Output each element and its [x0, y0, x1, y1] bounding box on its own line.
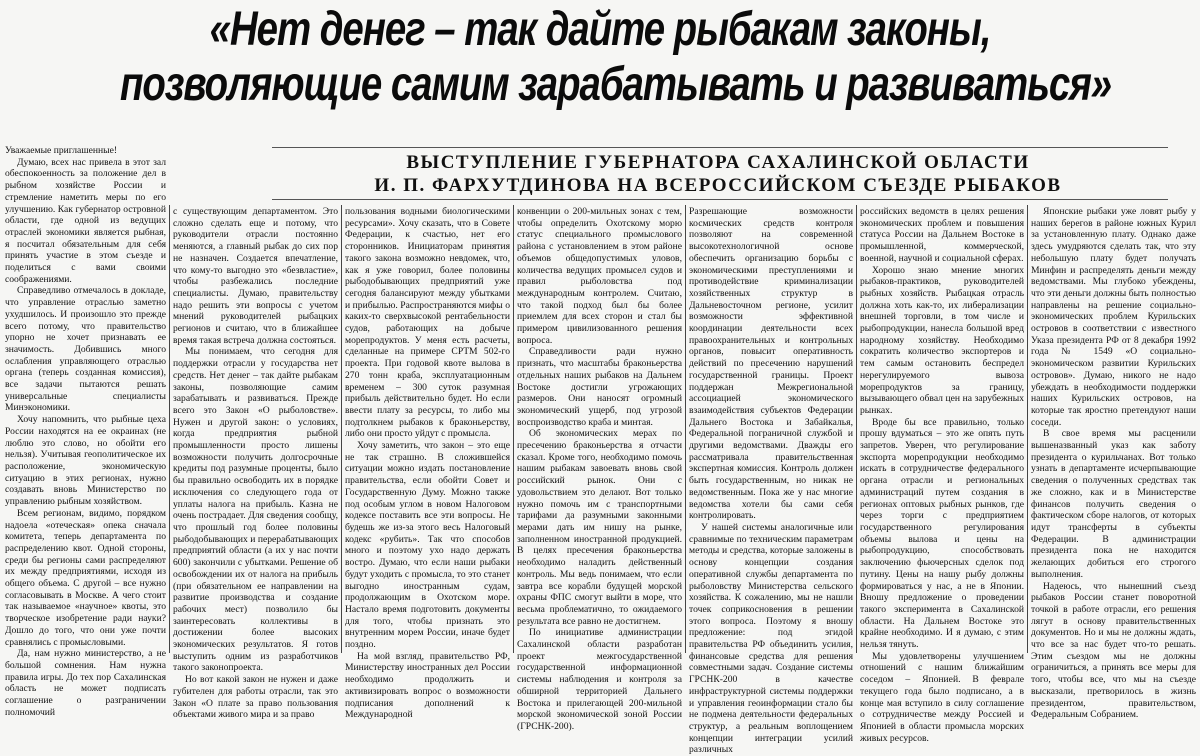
headline-line-2: позволяющие самим зарабатывать и развиваться»	[120, 58, 1112, 111]
paragraph: Об экономических мерах по пресечению браконьерства я отчасти сказал. Кроме того, необходимо помочь нашим рыбакам завоевать вновь свой российский рынок. Они с удовольствием это делают. Вот только нужно помочь им с транспортными тарифами да разумными законными мерами дать им нишу на рынке, заполненном иностранной продукцией. В целях пресечения браконьерства необходимо наладить действенный контроль. Мы ведь понимаем, что если завтра все корабли будущей морской охраны ФПС смогут выйти в море, что весьма проблематично, то ожидаемого результата все равно не достигнем.	[517, 428, 682, 627]
paragraph: У нашей системы аналогичные или сравнимые по техническим параметрам методы и средства, которые заложены в основу концепции создания оперативной службы департамента по рыболовству Министерства сельского хозяйства. К сожалению, мы не нашли точек соприкосновения в решении этого вопроса. Поэтому я вношу предложение: под эгидой правительства РФ объединить усилия, финансовые средства для решения совместными задач. Создание системы ГРСНК-200 в качестве инфраструктурной системы поддержки и управления геоинформации стало бы не подмена деятельности федеральных структур, а реальным воплощением концепции интеграции усилий различных	[689, 521, 853, 756]
paragraph: Справедливо отмечалось в докладе, что управление отраслью заметно ухудшилось. И произошло это прежде всего потому, что правительство упорно не хочет признавать ее значимость. Добившись много ослабления управляющего отраслью органа (теперь созданная комиссия), все задачи пытаются решать универсальные специалисты Минэкономики.	[5, 285, 166, 414]
column-rule	[169, 205, 170, 653]
column-1	[5, 145, 166, 718]
paragraph: Японские рыбаки уже ловят рыбу у наших берегов в районе южных Курил за установленную плату. Однако даже здесь умудряются сделать так, что эту небольшую плату будет получать Минфин и распределять деньги между ведомствами. Мы глубоко убеждены, что эти деньги должны быть полностью направлены на решение социально-экономических проблем Курильских островов в соответствии с известного Указа президента РФ от 8 декабря 1992 года № 1549 «О социально-экономическом развитии Курильских островов». Думаю, никого не надо убеждать в необходимости поддержки наших Курильских островов, на которые так яростно претендуют наши соседи.	[1031, 206, 1196, 428]
paragraph: пользования водными биологическими ресурсами». Хочу сказать, что в Совете Федерации, к счастью, нет его сторонников. Инициаторам принятия такого закона возможно невдомек, что, как я уже говорил, более половины рыбодобывающих предприятий уже сегодня балансируют между убытками и прибылью. Распространяются мифы о каких-то сверхвысокой рентабельности судов, работающих на добыче морепродуктов. У меня есть расчеты, сделанные на примере СРТМ 502-го проекта. При годовой квоте вылова в 270 тонн краба, эксплуатационным временем – 300 суток разумная прибыль действительно будет. Но если ввести плату за ресурсы, то либо мы подтолкнем рыбаков к браконьерству, либо они просто уйдут с промысла.	[345, 206, 510, 440]
paragraph: Справедливости ради нужно признать, что масштабы браконьерства отдельных наших рыбаков на Дальнем Востоке достигли угрожающих размеров. Они наносят огромный экономический ущерб, под угрозой воспроизводство краба и минтая.	[517, 346, 682, 428]
column-7	[1031, 206, 1196, 721]
article-headline	[120, 2, 1112, 112]
column-5	[689, 206, 853, 756]
subtitle-bottom-rule	[272, 199, 1168, 200]
paragraph: В свое время мы расценили вышеназванный указ как заботу президента о курильчанах. Вот только узнать в департаменте исчерпывающие сведения о полученных средствах так же сложно, как и в Министерстве финансов получить сведения о фактическом сборе налогов, от которых идут трансферты в субъекты Федерации. В администрации президента пока не находится желающих добиться его строгого выполнения.	[1031, 428, 1196, 580]
paragraph: Мы удовлетворены улучшением отношений с нашим ближайшим соседом – Японией. В феврале текущего года было подписано, а в конце мая вступило в силу соглашение о сотрудничестве между Россией и Японией в области промысла морских живых ресурсов.	[860, 650, 1024, 744]
paragraph: Уважаемые приглашенные!	[5, 145, 118, 156]
column-6	[860, 206, 1024, 744]
subtitle-top-rule	[272, 147, 1168, 148]
paragraph: конвенции о 200-мильных зонах с тем, чтобы определить Охотскому морю статус специального промыслового района с установлением в этом районе объемов общедопустимых уловов, количества ведущих промысел судов и правил рыболовства под международным контролем. Считаю, что такой подход был бы более приемлем для всех сторон и стал бы примером цивилизованного решения вопроса.	[517, 206, 682, 346]
headline-line-1: «Нет денег – так дайте рыбакам законы,	[209, 3, 991, 56]
paragraph: Вроде бы все правильно, только прошу вдуматься – это же опять путь запретов. Уверен, что регулирование экспорта морепродукции необходимо искать в сотрудничестве федерального органа отрасли и региональных администраций путем создания в регионах оптовых рыбных рынков, где через торги с предприятием государственного регулирования объемы вылова и цены на рыбопродукцию, способствовать заключению фьючерсных сделок под путину. Цены на нашу рыбу должны формироваться у нас, а не в Японии. Вношу предложение о проведении такого эксперимента в Сахалинской области. На Дальнем Востоке это крайне необходимо. И я думаю, с этим нельзя тянуть.	[860, 416, 1024, 651]
paragraph: На мой взгляд, правительство РФ, Министерству иностранных дел России необходимо продолжить и активизировать вопрос о возможности подписания дополнений к Международной	[345, 650, 510, 721]
paragraph: Разрешающие возможности космических средств контроля позволяют на современной высокотехнологичной основе обеспечить организацию борьбы с экономическими преступлениями и противодействие криминализации хозяйственных структур в Дальневосточном регионе, усилит возможности эффективной координации деятельности всех правоохранительных и контрольных органов, повысит оперативность действий по пресечению нарушений государственной границы. Проект поддержан Межрегиональной ассоциацией экономического взаимодействия субъектов Федерации Дальнего Востока и Забайкалья, Федеральной пограничной службой и другими ведомствами. Дважды его рассматривала правительственная экспертная комиссия. Контроль должен быть государственным, но никак не ведомственным. Пока же у нас многие ведомства хотели бы сами себя контролировать.	[689, 206, 853, 522]
paragraph: российских ведомств в целях решения экономических проблем и повышения статуса России на Дальнем Востоке в промышленной, коммерческой, военной, научной и социальной сферах.	[860, 206, 1024, 264]
column-rule	[341, 205, 342, 653]
article-subtitle	[268, 151, 1168, 197]
paragraph: Да, нам нужно министерство, а не большой сомнения. Нам нужна правила игры. До тех пор Сахалинская область не может подписать соглашение о разграничении полномочий	[5, 648, 166, 718]
subtitle-line-1: ВЫСТУПЛЕНИЕ ГУБЕРНАТОРА САХАЛИНСКОЙ ОБЛАСТИ	[406, 152, 1030, 173]
paragraph: Хочу заметить, что закон – это еще не так страшно. В сложившейся ситуации можно издать постановление правительства, если обойти Совет и Государственную Думу. Можно также под особым углом в новом Налоговом кодексе поставить все эти вопросы. Не будешь же из-за этого весь Налоговый кодекс «рубить». Так что способов много и поэтому ухо надо держать востро. Думаю, что если наши рыбаки будут уходить с промысла, то это станет выгодно иностранным судам, продолжающим в Охотском море. Настало время подготовить документы для того, чтобы признать это внутренним морем России, иначе будет поздно.	[345, 440, 510, 651]
paragraph: с существующим департаментом. Это сложно сделать еще и потому, что руководители отрасли постоянно меняются, а главный рыбак до сих пор не назначен. Создается впечатление, что кому-то выгодно это «безвластие», чтобы разбежались последние специалисты. Думаю, правительству надо решить эти вопросы с учетом мнений руководителей рыбацких регионов и считаю, что в ближайшее время такая встреча должна состояться.	[173, 206, 338, 346]
column-rule	[513, 205, 514, 653]
paragraph: Думаю, всех нас привела в этот зал обеспокоенность за положение дел в рыбном хозяйстве России и стремление наметить меры по его улучшению. Как губернатор островной области, где одной из ведущих отраслей экономики является рыбная, я посчитал обязательным для себя принять участие в этом съезде и поделиться с вами своими соображениями.	[5, 156, 166, 285]
paragraph: Хочу напомнить, что рыбные цеха России находятся на ее окраинах (не люблю это слово, но обойти его нельзя). Учитывая геополитическое их расположение, экономическую ситуацию в этих регионах, нужно создавать вновь Министерство по управлению рыбным хозяйством.	[5, 414, 166, 508]
paragraph: Но вот какой закон не нужен и даже губителен для работы отрасли, так это Закон «О плате за право пользования объектами живого мира и за право	[173, 674, 338, 721]
paragraph: Хорошо знаю мнение многих рыбаков-практиков, руководителей рыбных хозяйств. Рыбацкая отрасль должна хоть как-то, их либерализации внешней торговли, в том числе и рыбопродукции, нанесла большой вред народному хозяйству. Необходимо сократить количество экспортеров и тем самым остановить беспредел нерегулируемого вывоза морепродуктов за границу, вызывающего обвал цен на зарубежных рынках.	[860, 264, 1024, 416]
paragraph: По инициативе администрации Сахалинской области разработан проект межгосударственной государственной информационной системы наблюдения и контроля за обширной территорией Дальнего Востока и прилегающей 200-мильной морской экономической зоной России (ГРСНК-200).	[517, 627, 682, 732]
paragraph: Надеюсь, что нынешний съезд рыбаков России станет поворотной точкой в работе отрасли, его решения лягут в основу правительственных документов. Но и мы не должны ждать, что все за нас будет что-то решать. Этим съездом мы не должны ограничиться, а принять все меры для того, чтобы все, что мы на съезде высказали, претворилось в жизнь президентом, правительством, Федеральным Собранием.	[1031, 580, 1196, 721]
column-rule	[1027, 205, 1028, 653]
column-rule	[856, 205, 857, 653]
column-rule	[685, 205, 686, 653]
subtitle-line-2: И. П. ФАРХУТДИНОВА НА ВСЕРОССИЙСКОМ СЪЕЗДЕ РЫБАКОВ	[374, 175, 1062, 196]
column-3	[345, 206, 510, 721]
column-4	[517, 206, 682, 732]
paragraph: Мы понимаем, что сегодня для поддержки отрасли у государства нет средств. Нет денег – так дайте рыбакам законы, позволяющие самим зарабатывать и развиваться. Прежде всего это Закон «О рыболовстве». Нужен и другой закон: о условиях, когда предприятия рыбной промышленности просто лишены возможности получить долгосрочные кредиты под разумные проценты, было бы правильно освободить их в порядке исключения со следующего года от уплаты налога на прибыль. Казна не очень пострадает. Для сведения сообщу, что прошлый год более половины рыбодобывающих и перерабатывающих предприятий области (а их у нас почти 600) закончили с убытками. Решение об освобождении их от налога на прибыль (при обязательном ее направлении на развитие производства и создание рабочих мест) позволило бы заинтересовать коллективы в достижении более высоких экономических результатов. Я готов выступить одним из разработчиков такого законопроекта.	[173, 346, 338, 674]
paragraph: Всем регионам, видимо, порядком надоела «отеческая» опека сначала комитета, теперь департамента по распределению квот. Одной стороны, среди бы регионы сами распределяют их между предприятиями, исходя из общего объема. С другой – все нужно согласовывать в Москве. А чего стоит так называемое «научное» квоты, это творческое изобретение ради науки? Дошло до того, что они уже почти сравнялись с промысловыми.	[5, 507, 166, 648]
column-2	[173, 206, 338, 721]
